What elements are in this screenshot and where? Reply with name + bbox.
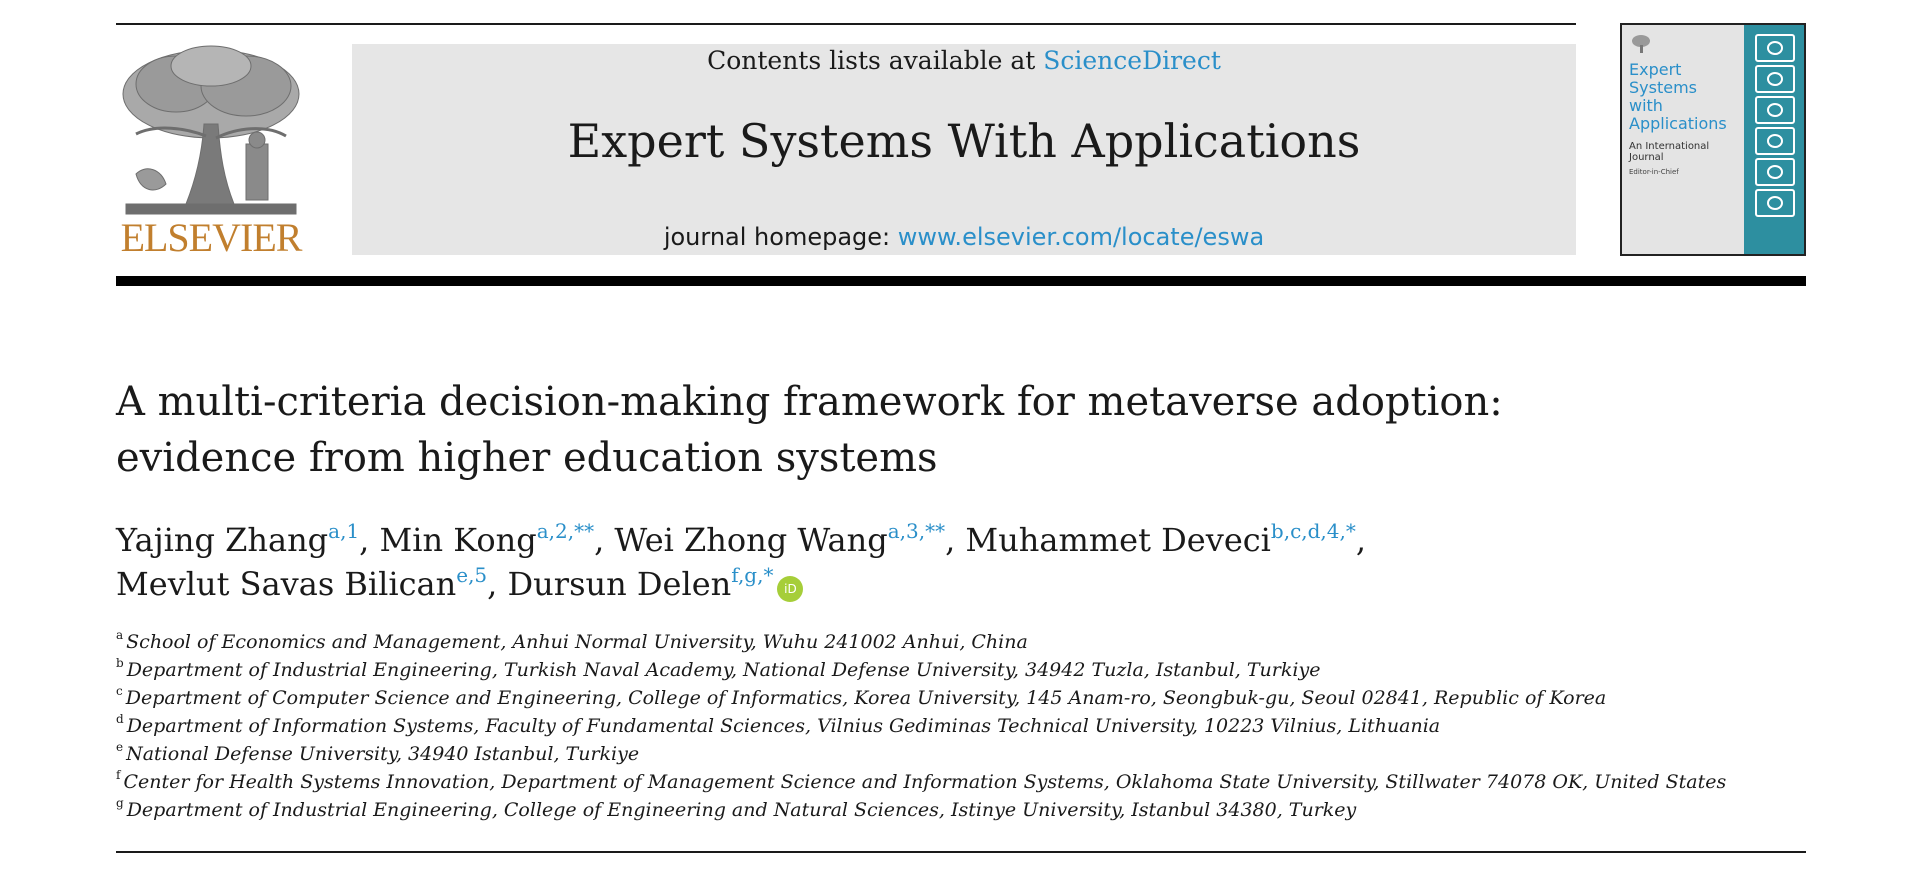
author-name[interactable]: Yajing Zhang bbox=[116, 521, 329, 559]
author-list bbox=[116, 518, 1616, 606]
paper-title-line: evidence from higher education systems bbox=[116, 435, 938, 481]
cover-title-line: Expert bbox=[1629, 60, 1682, 79]
affiliation-item bbox=[116, 740, 1806, 768]
paper-title-line: A multi-criteria decision-making framework for metaverse adoption: bbox=[116, 379, 1503, 425]
affiliation-text: Center for Health Systems Innovation, Department of Management Science and Information Systems, Oklahoma State University, Stillwater 74078 OK, United States bbox=[123, 771, 1727, 793]
paper-title bbox=[116, 374, 1616, 486]
journal-title[interactable]: Expert Systems With Applications bbox=[567, 114, 1361, 168]
author-separator: , bbox=[945, 521, 966, 559]
scales-icon bbox=[1755, 127, 1795, 155]
affiliation-mark: a bbox=[116, 628, 124, 642]
author-separator: , bbox=[487, 565, 508, 603]
author-name[interactable]: Mevlut Savas Bilican bbox=[116, 565, 457, 603]
author-affiliation-marks[interactable]: e,5 bbox=[456, 563, 488, 587]
affiliation-item bbox=[116, 684, 1806, 712]
affiliation-mark: g bbox=[116, 796, 124, 810]
affiliation-mark: b bbox=[116, 656, 124, 670]
journal-cover-thumbnail[interactable] bbox=[1620, 23, 1806, 256]
cover-icon-column bbox=[1752, 31, 1798, 220]
elsevier-tree-icon bbox=[116, 44, 306, 216]
author-name[interactable]: Wei Zhong Wang bbox=[614, 521, 888, 559]
orcid-icon[interactable]: iD bbox=[777, 576, 803, 602]
homepage-prefix: journal homepage: bbox=[663, 223, 898, 251]
microscope-icon bbox=[1755, 158, 1795, 186]
steering-wheel-icon bbox=[1755, 34, 1795, 62]
affiliation-text: School of Economics and Management, Anhui Normal University, Wuhu 241002 Anhui, China bbox=[126, 631, 1028, 653]
cover-subtitle: An International Journal bbox=[1629, 141, 1710, 163]
author-separator: , bbox=[359, 521, 380, 559]
author-affiliation-marks[interactable]: a,1 bbox=[328, 519, 360, 543]
author-name[interactable]: Dursun Delen bbox=[507, 565, 732, 603]
author-line bbox=[116, 562, 1616, 606]
cover-elsevier-tree-icon bbox=[1630, 33, 1652, 55]
author-name[interactable]: Min Kong bbox=[379, 521, 537, 559]
affiliation-item bbox=[116, 628, 1806, 656]
contents-prefix: Contents lists available at bbox=[707, 46, 1044, 75]
author-line bbox=[116, 518, 1616, 562]
cover-title-line: Systems bbox=[1629, 78, 1697, 97]
cover-title-line: Applications bbox=[1629, 114, 1727, 133]
affiliation-mark: c bbox=[116, 684, 123, 698]
author-separator: , bbox=[594, 521, 615, 559]
author-affiliation-marks[interactable]: a,2,** bbox=[536, 519, 595, 543]
author-name[interactable]: Muhammet Deveci bbox=[965, 521, 1271, 559]
author-separator: , bbox=[1355, 521, 1367, 559]
affiliation-text: Department of Computer Science and Engineering, College of Informatics, Korea University, 145 Anam-ro, Seongbuk-gu, Seoul 02841, Republic of Korea bbox=[125, 687, 1607, 709]
journal-homepage-link[interactable]: www.elsevier.com/locate/eswa bbox=[897, 223, 1265, 251]
globe-icon bbox=[1755, 65, 1795, 93]
author-affiliation-marks[interactable]: b,c,d,4,* bbox=[1270, 519, 1356, 543]
affiliation-item bbox=[116, 656, 1806, 684]
affiliation-text: Department of Information Systems, Faculty of Fundamental Sciences, Vilnius Gediminas Technical University, 10223 Vilnius, Lithuania bbox=[126, 715, 1441, 737]
affiliation-item bbox=[116, 712, 1806, 740]
section-bottom-rule bbox=[116, 851, 1806, 853]
elsevier-logo[interactable] bbox=[116, 44, 306, 258]
header-top-rule bbox=[116, 23, 1576, 25]
author-affiliation-marks[interactable]: a,3,** bbox=[887, 519, 946, 543]
homepage-line bbox=[352, 222, 1576, 252]
affiliation-mark: e bbox=[116, 740, 124, 754]
bar-chart-icon bbox=[1755, 96, 1795, 124]
affiliation-list bbox=[116, 628, 1806, 824]
elsevier-wordmark: ELSEVIER bbox=[120, 215, 302, 260]
contents-line bbox=[352, 46, 1576, 76]
header-thick-rule bbox=[116, 276, 1806, 286]
cover-title-line: with bbox=[1629, 96, 1663, 115]
hand-icon bbox=[1755, 189, 1795, 217]
cover-editor-text: Editor-in-Chief bbox=[1629, 168, 1679, 176]
journal-masthead bbox=[352, 44, 1576, 255]
affiliation-mark: f bbox=[116, 768, 121, 782]
sciencedirect-link[interactable]: ScienceDirect bbox=[1043, 46, 1221, 75]
affiliation-text: Department of Industrial Engineering, College of Engineering and Natural Sciences, Istinye University, Istanbul 34380, Turkey bbox=[126, 799, 1357, 821]
affiliation-item bbox=[116, 768, 1806, 796]
affiliation-text: Department of Industrial Engineering, Turkish Naval Academy, National Defense University, 34942 Tuzla, Istanbul, Turkiye bbox=[126, 659, 1321, 681]
affiliation-text: National Defense University, 34940 Istanbul, Turkiye bbox=[126, 743, 640, 765]
author-affiliation-marks[interactable]: f,g,* bbox=[731, 563, 774, 587]
affiliation-item bbox=[116, 796, 1806, 824]
affiliation-mark: d bbox=[116, 712, 124, 726]
cover-title bbox=[1629, 61, 1747, 133]
